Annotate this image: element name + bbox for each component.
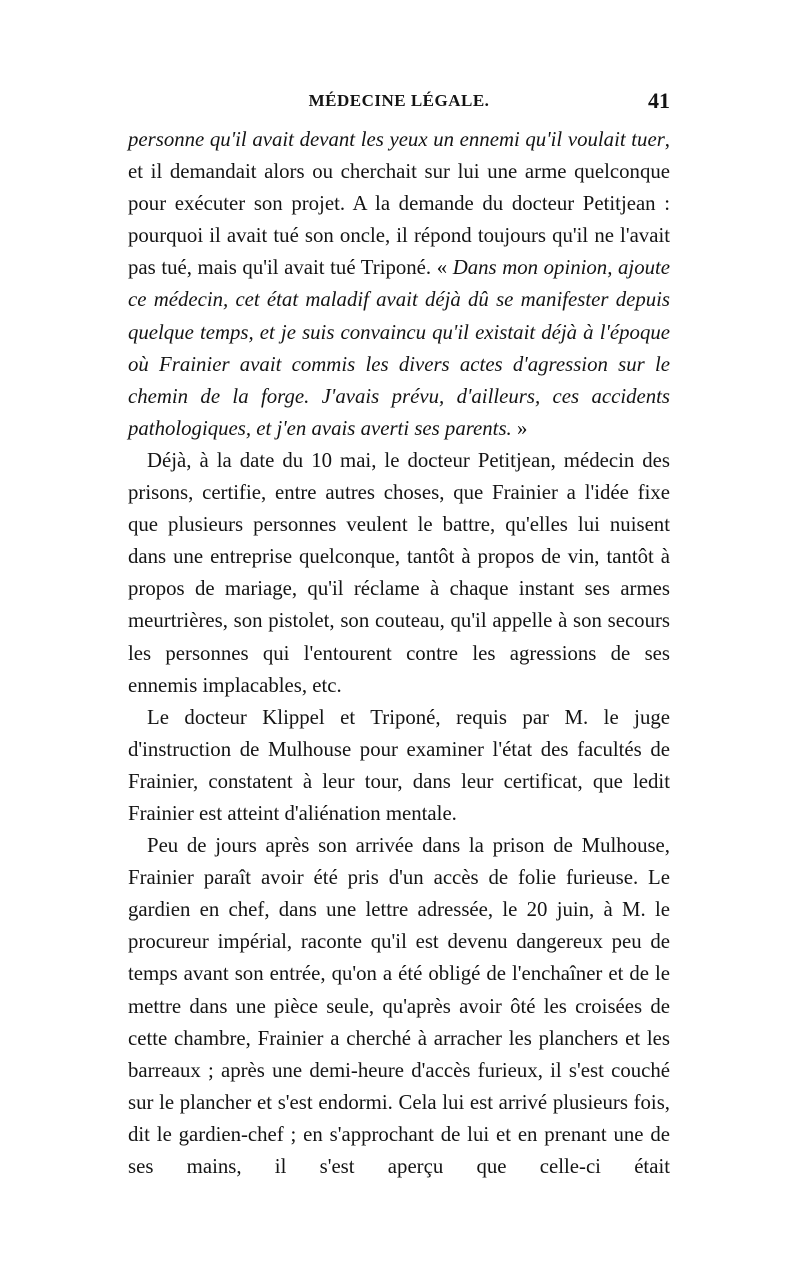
text-run: Le docteur Klippel et Triponé, requis par M. le juge d'instruction de Mulhouse pour examiner l'état des facultés de Frainier, constatent à leur tour, dans leur certificat, que ledit Frainier est atteint d'aliénation mentale. [128,705,670,825]
running-head [128,88,670,121]
text-run: personne qu'il avait devant les yeux un ennemi qu'il voulait tuer [128,128,665,151]
text-run: , et il demandait alors ou cherchait sur lui une arme quelconque pour exécuter son projet. A la demande du docteur Petitjean : pourquoi il avait tué son oncle, il répond toujours qu'il ne l'avait pas tué, mais qu'il avait tué Triponé. « [128,128,670,280]
text-run: Déjà, à la date du 10 mai, le docteur Petitjean, médecin des prisons, certifie, entre autres choses, que Frainier a l'idée fixe que plusieurs personnes veulent le battre, qu'elles lui nuisent dans une entreprise quelconque, tantôt à propos de vin, tantôt à propos de mariage, qu'il réclame à chaque instant ses armes meurtrières, son pistolet, son couteau, qu'il appelle à son secours les personnes qui l'entourent contre les agressions de ses ennemis implacables, etc. [128,448,670,697]
paragraph [128,445,670,702]
paragraph [128,702,670,830]
paragraph [128,830,670,1183]
text-run: Dans mon opinion, ajoute ce médecin, cet état maladif avait déjà dû se manifester depuis quelque temps, et je suis convaincu qu'il existait déjà à l'époque où Frainier avait commis les divers actes d'agression sur le chemin de la forge. J'avais prévu, d'ailleurs, ces accidents pathologiques, et j'en avais averti ses parents. [128,256,670,440]
page-number: 41 [648,88,670,113]
text-run: Peu de jours après son arrivée dans la prison de Mulhouse, Frainier paraît avoir été pris d'un accès de folie furieuse. Le gardien en chef, dans une lettre adressée, le 20 juin, à M. le procureur impérial, raconte qu'il est devenu dangereux peu de temps avant son entrée, qu'on a été obligé de l'enchaîner et de le mettre dans une pièce seule, qu'après avoir ôté les croisées de cette chambre, Frainier a cherché à arracher les planchers et les barreaux ; après une demi-heure d'accès furieux, il s'est couché sur le plancher et s'est endormi. Cela lui est arrivé plusieurs fois, dit le gardien-chef ; en s'approchant de lui et en prenant une de ses mains, il s'est aperçu que celle-ci était [128,834,670,1178]
paragraph-continuation [128,124,670,445]
text-run: » [511,416,528,440]
running-title: MÉDECINE LÉGALE. [308,91,490,110]
body-text [128,124,670,1183]
